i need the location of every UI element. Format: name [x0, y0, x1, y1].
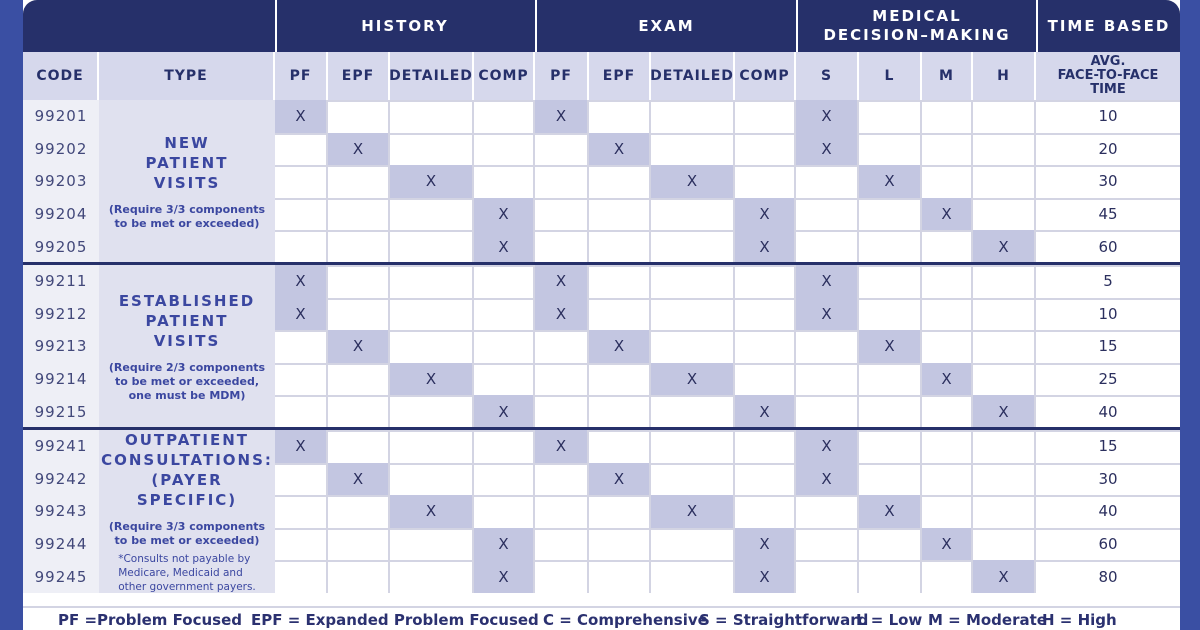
empty-cell [796, 560, 859, 593]
empty-cell [390, 395, 474, 428]
empty-cell [589, 198, 651, 231]
mark-cell: X [474, 395, 535, 428]
empty-cell [922, 100, 973, 133]
mark-cell: X [390, 363, 474, 396]
code-cell: 99202 [23, 133, 99, 166]
empty-cell [973, 330, 1036, 363]
mark-cell: X [275, 298, 328, 331]
empty-cell [328, 495, 390, 528]
empty-cell [922, 430, 973, 463]
mark-cell: X [973, 230, 1036, 263]
empty-cell [859, 298, 922, 331]
empty-cell [735, 463, 796, 496]
section-title: OUTPATIENT CONSULTATIONS: (PAYER SPECIFIC) [101, 430, 273, 509]
time-cell: 5 [1103, 272, 1113, 291]
code-cell: 99201 [23, 100, 99, 133]
empty-cell [275, 230, 328, 263]
empty-cell [535, 560, 589, 593]
mark-cell: X [735, 230, 796, 263]
empty-cell [474, 363, 535, 396]
empty-cell [973, 528, 1036, 561]
empty-cell [589, 298, 651, 331]
empty-cell [796, 165, 859, 198]
empty-cell [651, 560, 735, 593]
empty-cell [973, 298, 1036, 331]
time-cell: 25 [1098, 370, 1118, 389]
empty-cell [275, 495, 328, 528]
empty-cell [275, 528, 328, 561]
mark-cell: X [589, 463, 651, 496]
empty-cell [474, 165, 535, 198]
mark-cell: X [796, 100, 859, 133]
mark-cell: X [735, 528, 796, 561]
empty-cell [390, 298, 474, 331]
mark-cell: X [922, 363, 973, 396]
code-cell: 99211 [23, 265, 99, 298]
empty-cell [651, 395, 735, 428]
empty-cell [535, 495, 589, 528]
empty-cell [589, 265, 651, 298]
empty-cell [651, 463, 735, 496]
empty-cell [328, 230, 390, 263]
code-cell: 99203 [23, 165, 99, 198]
empty-cell [922, 165, 973, 198]
column-header-1: TYPE [99, 52, 275, 100]
mark-cell: X [328, 133, 390, 166]
empty-cell [535, 133, 589, 166]
mark-cell: X [275, 100, 328, 133]
time-cell: 80 [1098, 567, 1118, 586]
empty-cell [535, 198, 589, 231]
section-type-box [99, 100, 275, 263]
empty-cell [474, 495, 535, 528]
empty-cell [651, 133, 735, 166]
section-note: (Require 3/3 components to be met or exceeded) [108, 202, 266, 230]
section-title: ESTABLISHED PATIENT VISITS [118, 291, 256, 350]
empty-cell [275, 198, 328, 231]
time-cell: 10 [1098, 107, 1118, 126]
header-group-2: MEDICAL DECISION–MAKING [796, 0, 1036, 52]
section-type-box [99, 265, 275, 428]
empty-cell [973, 265, 1036, 298]
empty-cell [390, 560, 474, 593]
empty-cell [275, 330, 328, 363]
empty-cell [651, 330, 735, 363]
empty-cell [651, 198, 735, 231]
empty-cell [922, 495, 973, 528]
column-header-6: PF [535, 52, 589, 100]
empty-cell [474, 330, 535, 363]
empty-cell [390, 330, 474, 363]
empty-cell [859, 100, 922, 133]
empty-cell [796, 395, 859, 428]
mark-cell: X [735, 560, 796, 593]
empty-cell [390, 198, 474, 231]
section-note: (Require 2/3 components to be met or exceeded, one must be MDM) [108, 360, 266, 402]
empty-cell [922, 560, 973, 593]
empty-cell [535, 330, 589, 363]
empty-cell [275, 463, 328, 496]
empty-cell [275, 560, 328, 593]
empty-cell [973, 463, 1036, 496]
mark-cell: X [589, 330, 651, 363]
empty-cell [973, 430, 1036, 463]
empty-cell [735, 495, 796, 528]
empty-cell [275, 133, 328, 166]
mark-cell: X [589, 133, 651, 166]
empty-cell [735, 330, 796, 363]
empty-cell [474, 100, 535, 133]
mark-cell: X [474, 230, 535, 263]
empty-cell [589, 363, 651, 396]
empty-cell [589, 395, 651, 428]
empty-cell [796, 198, 859, 231]
empty-cell [735, 363, 796, 396]
section-title: NEW PATIENT VISITS [145, 133, 229, 192]
column-header-0: CODE [23, 52, 99, 100]
mark-cell: X [922, 528, 973, 561]
code-cell: 99241 [23, 430, 99, 463]
empty-cell [973, 100, 1036, 133]
empty-cell [651, 298, 735, 331]
mark-cell: X [390, 165, 474, 198]
empty-cell [535, 528, 589, 561]
empty-cell [922, 265, 973, 298]
mark-cell: X [535, 298, 589, 331]
empty-cell [390, 463, 474, 496]
empty-cell [474, 133, 535, 166]
empty-cell [922, 298, 973, 331]
code-cell: 99242 [23, 463, 99, 496]
empty-cell [474, 430, 535, 463]
empty-cell [328, 265, 390, 298]
empty-cell [859, 363, 922, 396]
mark-cell: X [535, 100, 589, 133]
code-cell: 99204 [23, 198, 99, 231]
empty-cell [973, 165, 1036, 198]
legend-item: M = Moderate [928, 611, 1047, 629]
empty-cell [735, 265, 796, 298]
empty-cell [859, 528, 922, 561]
empty-cell [735, 100, 796, 133]
empty-cell [589, 495, 651, 528]
code-cell: 99215 [23, 395, 99, 428]
empty-cell [859, 265, 922, 298]
empty-cell [275, 363, 328, 396]
empty-cell [328, 165, 390, 198]
time-cell: 45 [1098, 205, 1118, 224]
empty-cell [735, 133, 796, 166]
empty-cell [859, 430, 922, 463]
empty-cell [589, 528, 651, 561]
empty-cell [922, 395, 973, 428]
mark-cell: X [328, 463, 390, 496]
empty-cell [328, 298, 390, 331]
mark-cell: X [922, 198, 973, 231]
header-group-3: TIME BASED [1036, 0, 1180, 52]
mark-cell: X [859, 165, 922, 198]
mark-cell: X [474, 528, 535, 561]
empty-cell [922, 133, 973, 166]
mark-cell: X [735, 198, 796, 231]
code-cell: 99205 [23, 230, 99, 263]
time-cell: 20 [1098, 139, 1118, 158]
empty-cell [589, 165, 651, 198]
mark-cell: X [796, 298, 859, 331]
empty-cell [535, 463, 589, 496]
mark-cell: X [973, 560, 1036, 593]
empty-cell [859, 230, 922, 263]
empty-cell [474, 463, 535, 496]
empty-cell [390, 133, 474, 166]
code-cell: 99214 [23, 363, 99, 396]
legend-item: H = High [1042, 611, 1117, 629]
time-cell: 30 [1098, 469, 1118, 488]
legend-item: S = Straightforward [699, 611, 869, 629]
empty-cell [589, 100, 651, 133]
empty-cell [328, 363, 390, 396]
empty-cell [328, 100, 390, 133]
empty-cell [735, 165, 796, 198]
empty-cell [535, 165, 589, 198]
empty-cell [651, 265, 735, 298]
empty-cell [796, 528, 859, 561]
code-cell: 99244 [23, 528, 99, 561]
mark-cell: X [390, 495, 474, 528]
header-group-0: HISTORY [361, 16, 449, 35]
empty-cell [589, 230, 651, 263]
empty-cell [328, 430, 390, 463]
legend-item: C = Comprehensive [543, 611, 708, 629]
time-cell: 60 [1098, 237, 1118, 256]
empty-cell [973, 198, 1036, 231]
time-cell: 40 [1098, 402, 1118, 421]
empty-cell [651, 528, 735, 561]
empty-cell [796, 330, 859, 363]
column-header-4: DETAILED [390, 52, 474, 100]
empty-cell [390, 430, 474, 463]
code-cell: 99243 [23, 495, 99, 528]
empty-cell [973, 495, 1036, 528]
empty-cell [796, 363, 859, 396]
mark-cell: X [651, 363, 735, 396]
empty-cell [589, 430, 651, 463]
mark-cell: X [651, 165, 735, 198]
column-header-2: PF [275, 52, 328, 100]
empty-cell [535, 363, 589, 396]
empty-cell [651, 230, 735, 263]
column-header-5: COMP [474, 52, 535, 100]
mark-cell: X [474, 560, 535, 593]
time-cell: 15 [1098, 337, 1118, 356]
mark-cell: X [796, 463, 859, 496]
code-cell: 99245 [23, 560, 99, 593]
column-header-13: H [973, 52, 1036, 100]
legend-item: L = Low [856, 611, 923, 629]
empty-cell [922, 230, 973, 263]
mark-cell: X [859, 330, 922, 363]
mark-cell: X [275, 430, 328, 463]
empty-cell [390, 528, 474, 561]
mark-cell: X [535, 265, 589, 298]
mark-cell: X [973, 395, 1036, 428]
empty-cell [390, 230, 474, 263]
empty-cell [390, 100, 474, 133]
mark-cell: X [796, 430, 859, 463]
code-cell: 99213 [23, 330, 99, 363]
empty-cell [328, 528, 390, 561]
section-type-box [99, 430, 275, 593]
header-divider [275, 0, 277, 52]
empty-cell [796, 495, 859, 528]
column-header-3: EPF [328, 52, 390, 100]
mark-cell: X [735, 395, 796, 428]
legend-item: PF =Problem Focused [58, 611, 242, 629]
empty-cell [859, 133, 922, 166]
empty-cell [922, 463, 973, 496]
mark-cell: X [859, 495, 922, 528]
section-footnote: *Consults not payable by Medicare, Medicaid and other government payers. [118, 552, 256, 593]
empty-cell [859, 463, 922, 496]
mark-cell: X [275, 265, 328, 298]
mark-cell: X [535, 430, 589, 463]
column-header-14: AVG. FACE-TO-FACE TIME [1057, 54, 1159, 97]
column-header-8: DETAILED [651, 52, 735, 100]
time-cell: 60 [1098, 535, 1118, 554]
column-header-11: L [859, 52, 922, 100]
empty-cell [796, 230, 859, 263]
mark-cell: X [796, 265, 859, 298]
time-cell: 15 [1098, 437, 1118, 456]
header-group-1: EXAM [535, 0, 796, 52]
empty-cell [859, 395, 922, 428]
empty-cell [735, 430, 796, 463]
time-cell: 40 [1098, 502, 1118, 521]
mark-cell: X [651, 495, 735, 528]
column-header-12: M [922, 52, 973, 100]
empty-cell [651, 100, 735, 133]
empty-cell [651, 430, 735, 463]
legend-item: EPF = Expanded Problem Focused [251, 611, 539, 629]
empty-cell [973, 363, 1036, 396]
empty-cell [973, 133, 1036, 166]
empty-cell [328, 560, 390, 593]
empty-cell [535, 230, 589, 263]
empty-cell [859, 560, 922, 593]
mark-cell: X [796, 133, 859, 166]
time-cell: 10 [1098, 304, 1118, 323]
em-coding-table [23, 0, 1180, 630]
empty-cell [474, 265, 535, 298]
section-note: (Require 3/3 components to be met or exceeded) [108, 519, 266, 547]
time-cell: 30 [1098, 172, 1118, 191]
empty-cell [474, 298, 535, 331]
mark-cell: X [474, 198, 535, 231]
empty-cell [535, 395, 589, 428]
column-header-10: S [796, 52, 859, 100]
mark-cell: X [328, 330, 390, 363]
empty-cell [859, 198, 922, 231]
empty-cell [328, 395, 390, 428]
empty-cell [589, 560, 651, 593]
empty-cell [328, 198, 390, 231]
empty-cell [922, 330, 973, 363]
empty-cell [735, 298, 796, 331]
empty-cell [275, 395, 328, 428]
column-header-7: EPF [589, 52, 651, 100]
code-cell: 99212 [23, 298, 99, 331]
empty-cell [275, 165, 328, 198]
column-header-9: COMP [735, 52, 796, 100]
empty-cell [390, 265, 474, 298]
